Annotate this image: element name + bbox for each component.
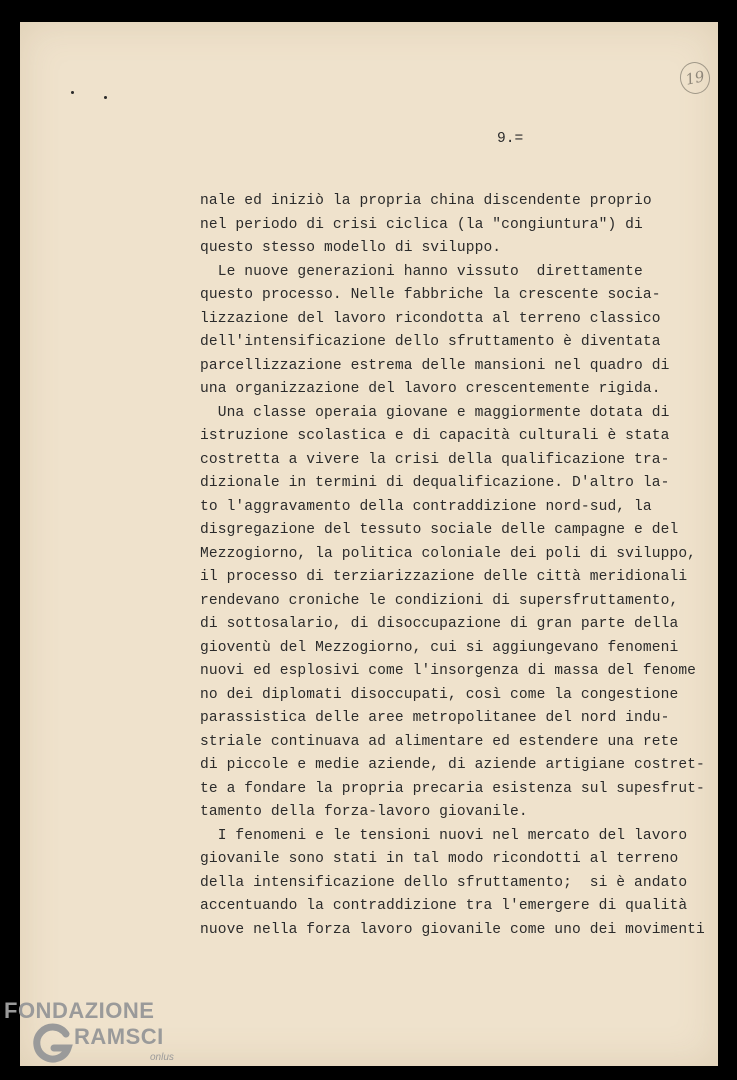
text-line: parassistica delle aree metropolitanee del nord indu-: [200, 710, 670, 726]
text-line: nuove nella forza lavoro giovanile come uno dei movimenti: [200, 921, 705, 938]
text-line: te a fondare la propria precaria esistenza sul supesfrut-: [200, 780, 705, 797]
gramsci-g-logo-icon: [30, 1022, 74, 1066]
text-line: to l'aggravamento della contraddizione nord-sud, la: [200, 498, 652, 515]
watermark-line-2: RAMSCI: [74, 1024, 164, 1049]
text-line: di piccole e medie aziende, di aziende artigiane costret-: [200, 757, 705, 773]
ink-speck: [71, 91, 74, 94]
text-line: di sottosalario, di disoccupazione di gran parte della: [200, 616, 679, 632]
watermark-suffix: onlus: [150, 1052, 174, 1063]
text-line: no dei diplomati disoccupati, così come la congestione: [200, 686, 679, 703]
watermark-line-1: FONDAZIONE: [4, 998, 155, 1023]
text-line: questo processo. Nelle fabbriche la crescente socia-: [200, 287, 661, 303]
archive-stamp-number: 19: [677, 59, 713, 97]
text-line: parcellizzazione estrema delle mansioni nel quadro di: [200, 357, 670, 374]
text-line: rendevano croniche le condizioni di supersfruttamento,: [200, 592, 679, 609]
document-page: [20, 22, 718, 1066]
text-line: istruzione scolastica e di capacità culturali è stata: [200, 428, 670, 444]
text-line: gioventù del Mezzogiorno, cui si aggiungevano fenomeni: [200, 639, 679, 656]
typewritten-body: [200, 190, 705, 942]
text-line: Le nuove generazioni hanno vissuto direttamente: [200, 263, 643, 280]
text-line: giovanile sono stati in tal modo ricondotti al terreno: [200, 851, 679, 867]
text-line: nuovi ed esplosivi come l'insorgenza di massa del fenome: [200, 663, 697, 679]
page-number: 9.=: [497, 131, 524, 147]
text-line: nale ed iniziò la propria china discendente proprio: [200, 193, 652, 209]
text-line: dizionale in termini di dequalificazione. D'altro la-: [200, 475, 670, 491]
text-line: questo stesso modello di sviluppo.: [200, 240, 502, 256]
text-line: disgregazione del tessuto sociale delle campagne e del: [200, 522, 679, 538]
fondazione-gramsci-watermark: [4, 998, 204, 1078]
text-line: Una classe operaia giovane e maggiormente dotata di: [200, 404, 670, 421]
text-line: lizzazione del lavoro ricondotta al terreno classico: [200, 310, 661, 327]
text-line: nel periodo di crisi ciclica (la "congiuntura") di: [200, 216, 643, 233]
text-line: accentuando la contraddizione tra l'emergere di qualità: [200, 898, 688, 914]
text-line: I fenomeni e le tensioni nuovi nel mercato del lavoro: [200, 827, 688, 844]
text-line: costretta a vivere la crisi della qualificazione tra-: [200, 451, 670, 468]
text-line: della intensificazione dello sfruttamento; si è andato: [200, 874, 688, 891]
text-line: dell'intensificazione dello sfruttamento è diventata: [200, 334, 661, 350]
text-line: striale continuava ad alimentare ed estendere una rete: [200, 733, 679, 750]
text-line: una organizzazione del lavoro crescentemente rigida.: [200, 381, 661, 397]
ink-speck: [104, 96, 107, 99]
text-line: tamento della forza-lavoro giovanile.: [200, 804, 528, 820]
text-line: Mezzogiorno, la politica coloniale dei poli di sviluppo,: [200, 545, 697, 562]
text-line: il processo di terziarizzazione delle città meridionali: [200, 569, 688, 585]
